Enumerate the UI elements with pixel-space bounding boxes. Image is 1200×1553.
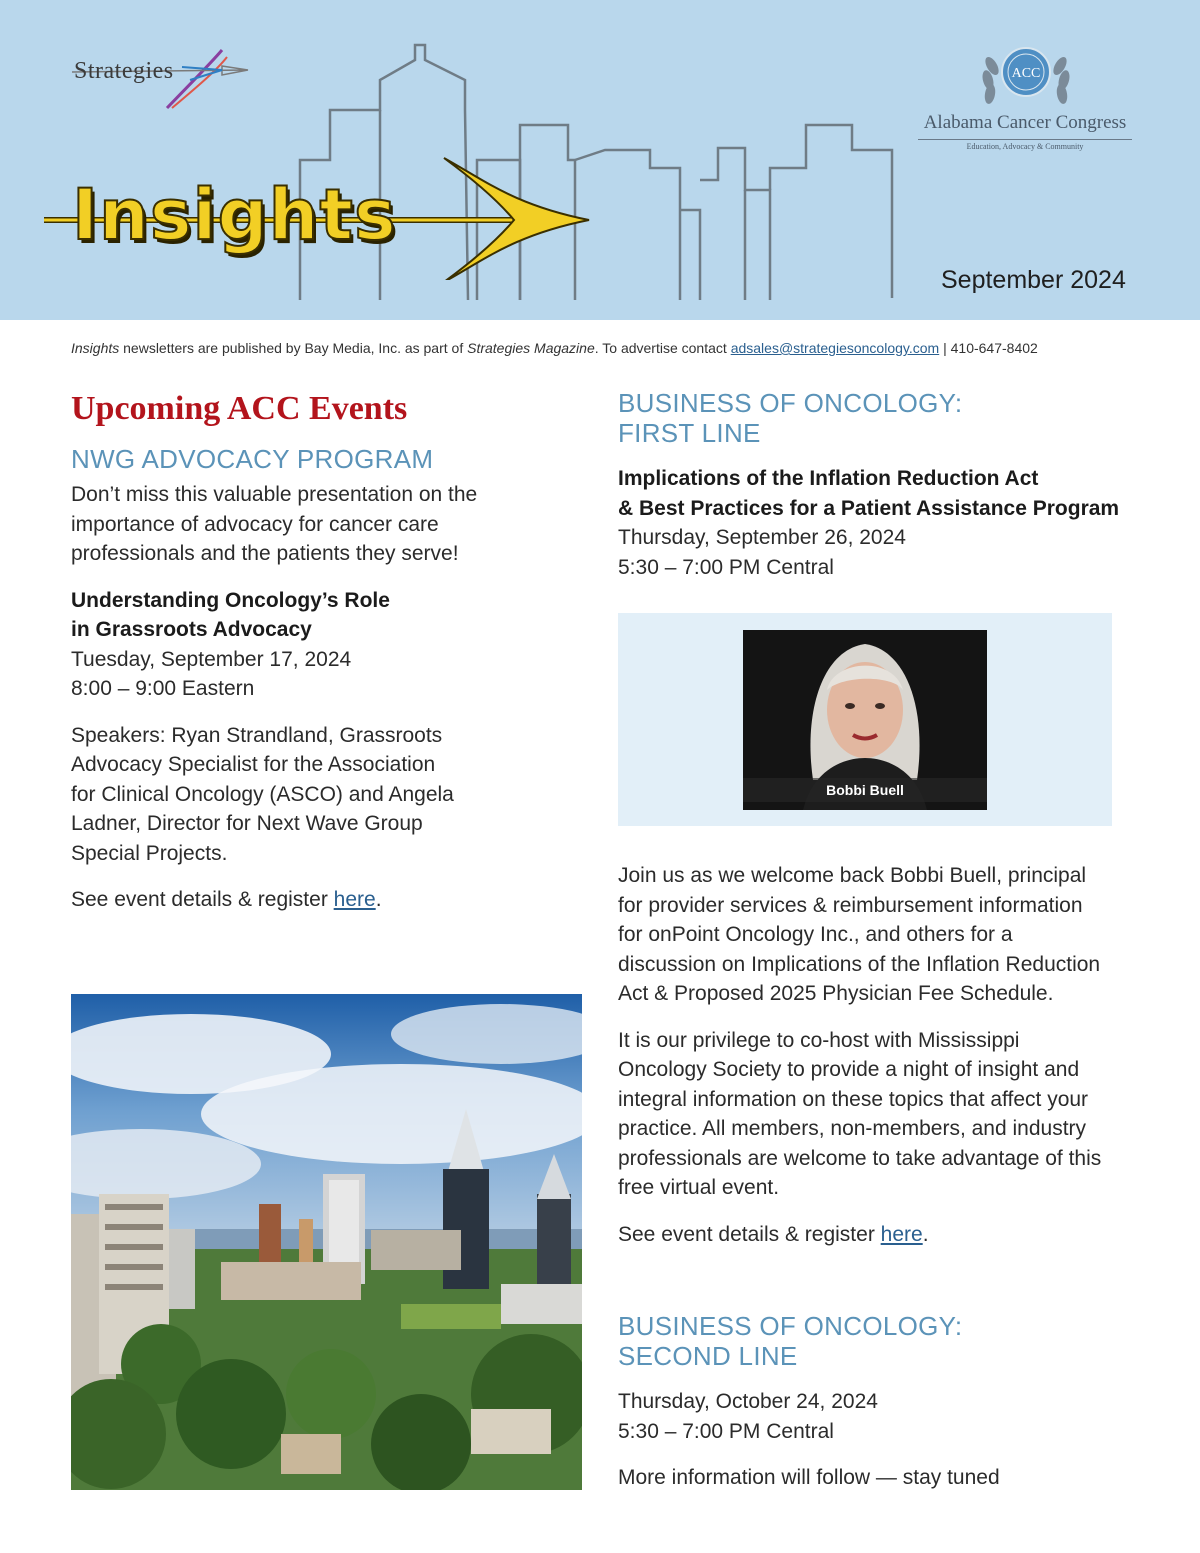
insights-title: Insights xyxy=(72,174,397,256)
register-here-link[interactable]: here xyxy=(880,1222,923,1246)
event-time: 5:30 – 7:00 PM Central xyxy=(618,555,834,579)
advertise-email-link[interactable]: adsales@strategiesoncology.com xyxy=(730,340,940,356)
program-intro: Don’t miss this valuable presentation on the importance of advocacy for cancer care professionals and the patients they serve! xyxy=(71,483,478,565)
event-note: More information will follow — stay tuned xyxy=(618,1466,1000,1489)
register-here-link[interactable]: here xyxy=(333,888,376,911)
program-heading: NWG ADVOCACY PROGRAM xyxy=(71,444,434,474)
section-heading-upcoming-events: Upcoming ACC Events xyxy=(71,390,408,427)
city-skyline-photo xyxy=(71,994,582,1490)
event-time: 5:30 – 7:00 PM Central xyxy=(618,1419,834,1443)
event-title: in Grassroots Advocacy xyxy=(71,618,312,641)
event-block-first-line xyxy=(618,464,1138,582)
event-speakers: Speakers: Ryan Strandland, Grassroots Advocacy Specialist for the Association for Clinical Oncology (ASCO) and Angela Ladner, Director for Next Wave Group Special Projects. xyxy=(71,723,454,865)
section-heading-first-line: BUSINESS OF ONCOLOGY: FIRST LINE xyxy=(618,388,963,448)
acc-tagline: Education, Advocacy & Community xyxy=(918,139,1132,151)
strategies-logo: Strategies xyxy=(74,58,174,84)
event-description-paragraph: Join us as we welcome back Bobbi Buell, principal for provider services & reimbursement information for onPoint Oncology Inc., and others for a discussion on Implications of the Inflation Reduction Act & Proposed 2025 Physician Fee Schedule. xyxy=(618,864,1101,1005)
acc-name: Alabama Cancer Congress xyxy=(923,112,1127,133)
event-date: Thursday, October 24, 2024 xyxy=(618,1390,878,1413)
publisher-newsletter-name: Insights xyxy=(71,340,120,356)
city-photo-illustration xyxy=(71,994,582,1490)
event-time: 8:00 – 9:00 Eastern xyxy=(71,677,255,700)
event-date: Tuesday, September 17, 2024 xyxy=(71,647,352,671)
event-title: Implications of the Inflation Reduction Act xyxy=(618,467,1039,490)
register-line: See event details & register here. xyxy=(71,888,382,911)
right-column-lower xyxy=(618,861,1158,1493)
header-banner xyxy=(0,0,1200,320)
register-line: See event details & register here. xyxy=(618,1222,929,1246)
cohost-paragraph: It is our privilege to co-host with Mississippi Oncology Society to provide a night of insight and integral information on these topics that affect your practice. All members, non-members, and industry professionals are welcome to take advantage of this free virtual event. xyxy=(618,1028,1102,1199)
event-title: Understanding Oncology’s Role xyxy=(71,588,390,612)
acc-logo-laurel xyxy=(916,44,1136,154)
advertise-phone: | 410-647-8402 xyxy=(939,340,1038,356)
event-block-advocacy xyxy=(71,586,541,704)
issue-date: September 2024 xyxy=(941,266,1126,294)
section-heading-second-line: BUSINESS OF ONCOLOGY: SECOND LINE xyxy=(618,1311,963,1371)
event-title: & Best Practices for a Patient Assistance Program xyxy=(618,496,1120,520)
event-block-second-line xyxy=(618,1387,1158,1446)
insights-title-logo xyxy=(44,150,604,280)
speaker-photo-caption: Bobbi Buell xyxy=(743,778,987,802)
publisher-line: Insights newsletters are published by Bay Media, Inc. as part of Strategies Magazine. To advertise contact adsales@strategiesoncology.com | 410-647-8402 xyxy=(71,340,1038,356)
acc-mark: ACC xyxy=(1011,66,1041,81)
left-column xyxy=(71,388,541,915)
right-column xyxy=(618,388,1138,582)
publisher-magazine-name: Strategies Magazine xyxy=(467,340,595,356)
event-date: Thursday, September 26, 2024 xyxy=(618,526,906,549)
